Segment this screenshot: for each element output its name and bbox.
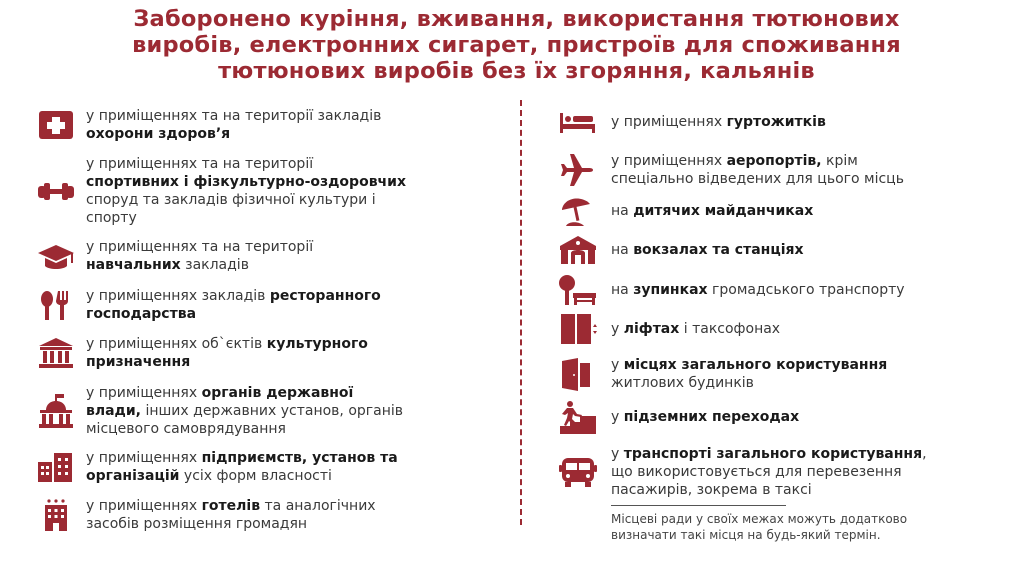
item-text-bold: готелів	[201, 498, 261, 514]
item-line	[86, 107, 381, 125]
item-text-bold: навчальних	[86, 257, 181, 273]
item-text: на	[611, 203, 634, 219]
title-line: Заборонено куріння, вживання, використання тютюнових	[133, 6, 900, 32]
item-text-bold: ресторанного	[269, 288, 381, 304]
footnote-line: Місцеві ради у своїх межах можуть додатково	[611, 512, 908, 526]
item-text: у приміщеннях	[86, 450, 202, 466]
list-item	[611, 408, 799, 426]
item-line	[611, 202, 813, 220]
item-text-bold: ліфтах	[623, 321, 680, 337]
title-line: виробів, електронних сигарет, пристроїв для споживання	[132, 32, 901, 58]
restaurant-icon	[36, 288, 76, 322]
item-line	[611, 463, 927, 481]
item-line	[86, 497, 376, 515]
item-line	[611, 113, 826, 131]
item-line	[86, 420, 403, 438]
item-text: пасажирів, зокрема в таксі	[611, 482, 812, 498]
item-text-bold: влади,	[86, 403, 141, 419]
item-text: у приміщеннях	[611, 114, 727, 130]
list-item	[86, 155, 406, 227]
item-text: споруд та закладів фізичної культури і	[86, 192, 376, 208]
item-text: місцевого самоврядування	[86, 421, 286, 437]
item-text-bold: підприємств, установ та	[201, 450, 398, 466]
item-line	[611, 445, 927, 463]
door-icon	[558, 357, 598, 391]
item-text: спеціально відведених для цього місць	[611, 171, 904, 187]
item-text-bold: зупинках	[633, 282, 708, 298]
item-line	[86, 402, 403, 420]
item-text-bold: культурного	[266, 336, 368, 352]
dumbbell-icon	[36, 174, 76, 208]
item-text-bold: підземних переходах	[623, 409, 800, 425]
item-text-bold: призначення	[86, 354, 191, 370]
item-line	[86, 384, 403, 402]
item-text: ,	[922, 446, 927, 462]
item-line	[86, 238, 313, 256]
item-line	[86, 335, 368, 353]
item-text-bold: аеропортів,	[726, 153, 822, 169]
museum-icon	[36, 336, 76, 370]
list-item	[611, 281, 905, 299]
footnote-line: визначати такі місця на будь-який термін.	[611, 528, 881, 542]
item-text: на	[611, 282, 634, 298]
item-text: громадського транспорту	[707, 282, 905, 298]
hotel-icon	[36, 498, 76, 532]
airplane-icon	[558, 153, 598, 187]
item-line	[86, 125, 381, 143]
list-item	[86, 449, 398, 485]
item-text-bold: дитячих майданчиках	[633, 203, 814, 219]
list-item	[86, 107, 381, 143]
item-text: і таксофонах	[679, 321, 781, 337]
item-text-bold: вокзалах та станціях	[633, 242, 804, 258]
list-item	[611, 320, 780, 338]
item-line	[86, 155, 406, 173]
list-item	[86, 384, 403, 438]
elevator-icon	[558, 312, 598, 346]
list-item	[86, 238, 313, 274]
list-item	[611, 152, 904, 188]
item-line	[611, 481, 927, 499]
item-text: у приміщеннях	[86, 385, 202, 401]
item-text: у приміщеннях та на території	[86, 239, 314, 255]
item-text-bold: транспорті загального користування	[623, 446, 923, 462]
item-text: усіх форм власності	[179, 468, 332, 484]
item-text: житлових будинків	[611, 375, 754, 391]
item-line	[611, 320, 780, 338]
list-item	[611, 113, 826, 131]
item-line	[611, 241, 804, 259]
item-text: спорту	[86, 210, 137, 226]
item-line	[86, 173, 406, 191]
item-line	[611, 170, 904, 188]
item-text: у	[611, 409, 624, 425]
item-line	[86, 449, 398, 467]
item-line	[86, 515, 376, 533]
title-line: тютюнових виробів без їх згоряння, кальянів	[218, 58, 815, 84]
item-text: на	[611, 242, 634, 258]
list-item	[86, 287, 381, 323]
beach-umbrella-icon	[558, 194, 598, 228]
footnote	[611, 511, 907, 543]
medical-cross-icon	[36, 108, 76, 142]
item-line	[86, 287, 381, 305]
item-text: у	[611, 446, 624, 462]
item-line	[86, 191, 406, 209]
item-text-bold: місцях загального користування	[623, 357, 888, 373]
item-line	[611, 152, 904, 170]
column-divider	[520, 100, 522, 525]
item-line	[86, 256, 313, 274]
item-text: що використовується для перевезення	[611, 464, 902, 480]
item-line	[611, 356, 887, 374]
item-text: у приміщеннях закладів	[86, 288, 270, 304]
government-building-icon	[36, 394, 76, 428]
item-text: інших державних установ, органів	[141, 403, 404, 419]
item-text: у приміщеннях	[86, 498, 202, 514]
bed-icon	[558, 105, 598, 139]
item-text-bold: охорони здоров’я	[86, 126, 231, 142]
list-item	[86, 335, 368, 371]
item-line	[86, 209, 406, 227]
item-text: у приміщеннях	[611, 153, 727, 169]
station-icon	[558, 233, 598, 267]
item-text-bold: господарства	[86, 306, 197, 322]
item-text: у приміщеннях об`єктів	[86, 336, 267, 352]
list-item	[611, 356, 887, 392]
bus-stop-icon	[558, 273, 598, 307]
stairs-walker-icon	[558, 400, 598, 434]
item-line	[611, 374, 887, 392]
list-item	[611, 445, 927, 499]
item-text: у приміщеннях та на території закладів	[86, 108, 382, 124]
item-line	[611, 281, 905, 299]
list-item	[86, 497, 376, 533]
item-line	[86, 467, 398, 485]
item-text-bold: гуртожитків	[726, 114, 826, 130]
item-text: засобів розміщення громадян	[86, 516, 308, 532]
item-text: у	[611, 321, 624, 337]
note-separator	[611, 505, 786, 506]
item-text: у	[611, 357, 624, 373]
item-text: закладів	[180, 257, 249, 273]
list-item	[611, 202, 813, 220]
page-title	[0, 6, 1033, 84]
item-text: у приміщеннях та на території	[86, 156, 314, 172]
list-item	[611, 241, 804, 259]
bus-icon	[558, 455, 598, 489]
item-text: та аналогічних	[260, 498, 376, 514]
item-text-bold: органів державної	[201, 385, 354, 401]
item-text-bold: спортивних і фізкультурно-оздоровчих	[86, 174, 407, 190]
item-line	[86, 305, 381, 323]
item-text-bold: організацій	[86, 468, 180, 484]
office-buildings-icon	[36, 450, 76, 484]
graduation-cap-icon	[36, 239, 76, 273]
item-line	[86, 353, 368, 371]
item-text: крім	[821, 153, 858, 169]
item-line	[611, 408, 799, 426]
